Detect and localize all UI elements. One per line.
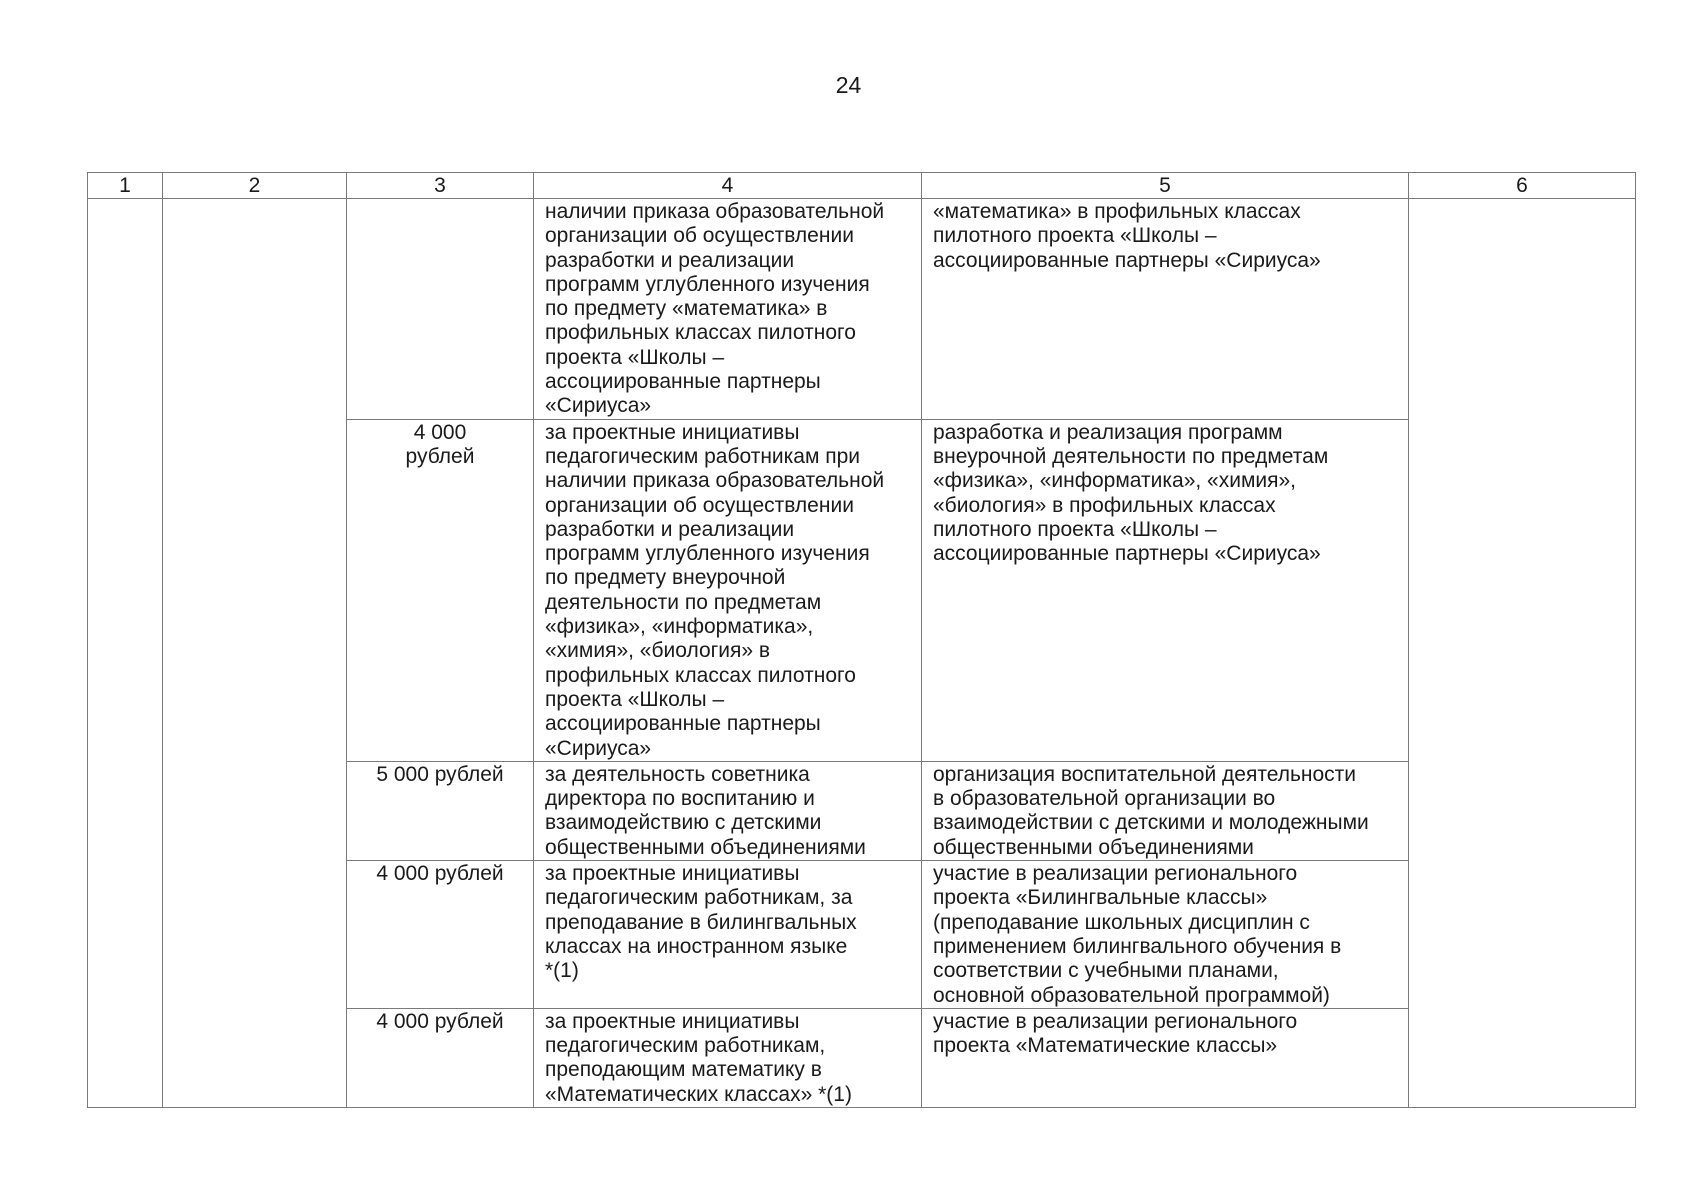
condition-text: за проектные инициативы педагогическим работникам, за преподавание в билингвальных классах на иностранном языке *(1) <box>545 862 857 983</box>
table-row <box>88 199 1636 420</box>
payments-table <box>87 172 1636 1108</box>
condition-text: за деятельность советника директора по воспитанию и взаимодействию с детскими общественными объединениями <box>545 762 866 859</box>
table-header-row <box>88 173 1636 199</box>
amount-text <box>347 199 533 200</box>
amount-cell <box>347 761 534 860</box>
activity-cell <box>922 761 1409 860</box>
amount-cell <box>347 1008 534 1107</box>
column-header-4: 4 <box>534 173 922 199</box>
activity-text: участие в реализации регионального проекта «Математические классы» <box>933 1009 1298 1058</box>
activity-cell <box>922 419 1409 761</box>
activity-cell <box>922 1008 1409 1107</box>
amount-cell <box>347 419 534 761</box>
column-2-cell <box>163 199 347 1108</box>
activity-text: разработка и реализация программ внеурочной деятельности по предметам «физика», «информатика», «химия», «биология» в профильных классах пилотного проекта «Школы – ассоциированные партнеры «Сириуса» <box>933 420 1329 566</box>
activity-cell <box>922 199 1409 420</box>
condition-cell <box>534 861 922 1009</box>
column-header-6: 6 <box>1409 173 1636 199</box>
condition-text: за проектные инициативы педагогическим работникам при наличии приказа образовательной организации об осуществлении разработки и реализации программ углубленного изучения по предмету внеурочной деятельности по предметам «физика», «информатика», «химия», «биология» в профильных классах пилотного проекта «Школы – ассоциированные партнеры «Сириуса» <box>545 420 885 760</box>
condition-text: наличии приказа образовательной организации об осуществлении разработки и реализации программ углубленного изучения по предмету «математика» в профильных классах пилотного проекта «Школы – ассоциированные партнеры «Сириуса» <box>545 200 885 418</box>
condition-cell <box>534 199 922 420</box>
amount-text: 5 000 рублей <box>376 762 504 786</box>
column-header-2: 2 <box>163 173 347 199</box>
page-number: 24 <box>835 72 862 98</box>
amount-cell <box>347 861 534 1009</box>
condition-text: за проектные инициативы педагогическим работникам, преподающим математику в «Математических классах» *(1) <box>545 1009 852 1106</box>
column-6-cell <box>1409 199 1636 1108</box>
amount-text: 4 000 рублей <box>405 420 475 468</box>
activity-text: «математика» в профильных классах пилотного проекта «Школы – ассоциированные партнеры «Сириуса» <box>933 200 1321 272</box>
column-1-cell <box>88 199 163 1108</box>
condition-cell <box>534 419 922 761</box>
amount-text: 4 000 рублей <box>376 1009 504 1033</box>
activity-cell <box>922 861 1409 1009</box>
amount-cell <box>347 199 534 420</box>
activity-text: организация воспитательной деятельности в образовательной организации во взаимодействии с детскими и молодежными общественными объединениями <box>933 762 1369 859</box>
condition-cell <box>534 1008 922 1107</box>
column-header-1: 1 <box>88 173 163 199</box>
condition-cell <box>534 761 922 860</box>
column-header-3: 3 <box>347 173 534 199</box>
activity-text: участие в реализации регионального проекта «Билингвальные классы» (преподавание школьных дисциплин с применением билингвального обучения в соответствии с учебными планами, основной образовательной программой) <box>933 862 1342 1007</box>
column-header-5: 5 <box>922 173 1409 199</box>
amount-text: 4 000 рублей <box>376 862 504 886</box>
